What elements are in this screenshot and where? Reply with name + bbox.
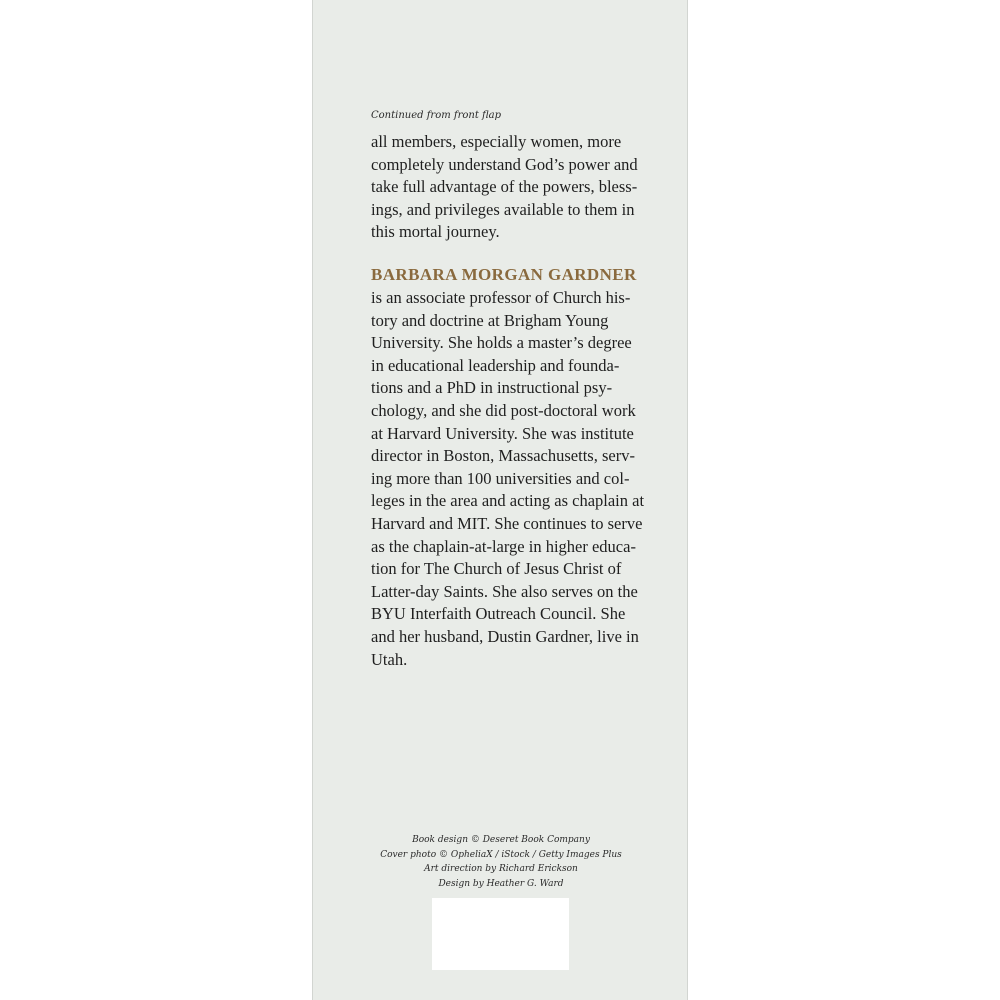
credit-line: Art direction by Richard Erickson	[424, 864, 578, 874]
continued-note: Continued from front flap	[371, 110, 502, 121]
intro-line: completely understand God’s power and	[371, 154, 638, 174]
bio-line: as the chaplain-at-large in higher educa-	[371, 536, 636, 556]
back-flap-panel	[312, 0, 688, 1000]
bio-line: in educational leadership and founda-	[371, 355, 620, 375]
bio-line: ing more than 100 universities and col-	[371, 468, 630, 488]
bio-line: Harvard and MIT. She continues to serve	[371, 513, 643, 533]
bio-line: tory and doctrine at Brigham Young	[371, 310, 609, 330]
bio-line: BYU Interfaith Outreach Council. She	[371, 604, 626, 624]
intro-paragraph	[371, 131, 638, 244]
bio-line: leges in the area and acting as chaplain at	[371, 491, 645, 511]
author-bio	[371, 287, 645, 671]
intro-line: ings, and privileges available to them in	[371, 199, 635, 219]
bio-line: chology, and she did post-doctoral work	[371, 400, 636, 420]
barcode-placeholder	[432, 898, 569, 970]
credit-line: Cover photo © OpheliaX / iStock / Getty Images Plus	[380, 849, 622, 860]
bio-line: Utah.	[371, 649, 408, 669]
bio-line: at Harvard University. She was institute	[371, 423, 634, 443]
bio-line: tions and a PhD in instructional psy-	[371, 378, 613, 398]
bio-line: and her husband, Dustin Gardner, live in	[371, 626, 639, 646]
intro-line: take full advantage of the powers, bless-	[371, 177, 638, 197]
intro-line: this mortal journey.	[371, 222, 500, 242]
design-credits	[313, 833, 689, 891]
bio-line: Latter-day Saints. She also serves on the	[371, 581, 638, 601]
bio-line: director in Boston, Massachusetts, serv-	[371, 446, 635, 466]
credit-line: Design by Heather G. Ward	[438, 878, 564, 889]
bio-line: University. She holds a master’s degree	[371, 333, 632, 353]
author-name-heading: BARBARA MORGAN GARDNER	[371, 265, 637, 284]
credit-line: Book design © Deseret Book Company	[412, 835, 590, 845]
bio-line: is an associate professor of Church his-	[371, 288, 631, 307]
bio-line: tion for The Church of Jesus Christ of	[371, 559, 622, 579]
intro-line: all members, especially women, more	[371, 132, 622, 151]
